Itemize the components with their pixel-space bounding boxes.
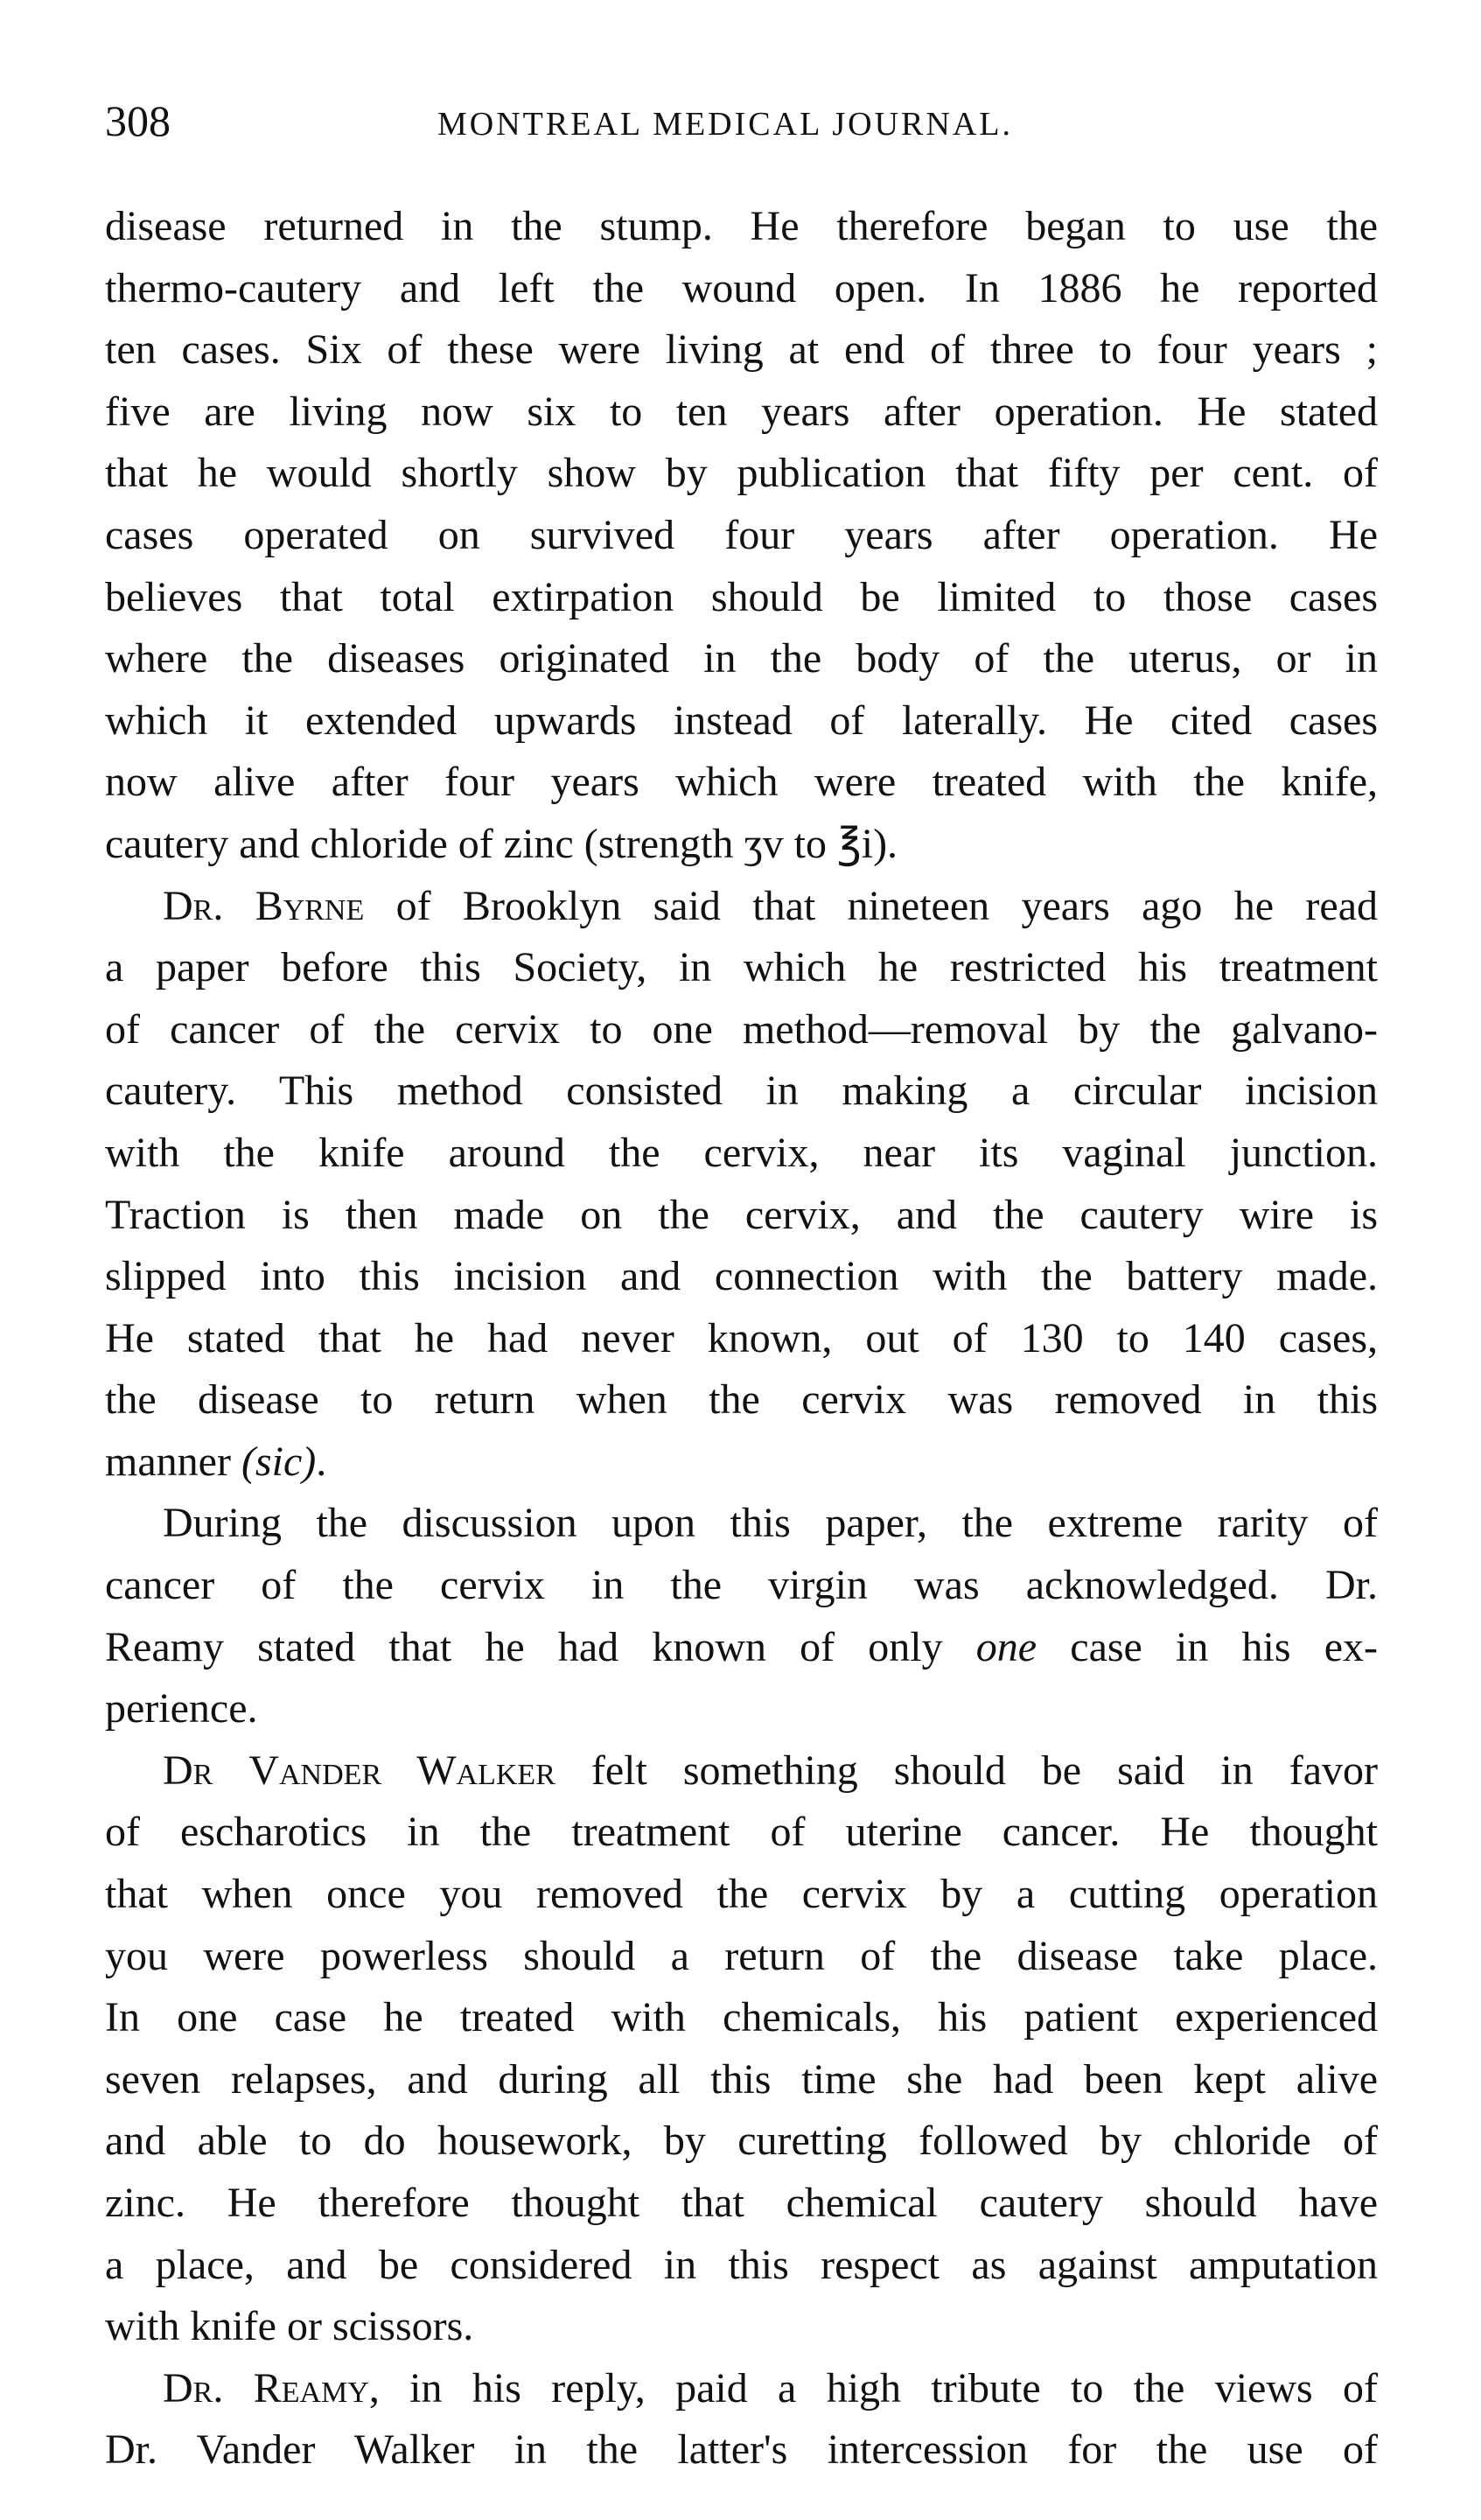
running-head [105,94,1382,147]
text-line: ten cases. Six of these were living at end of three to four years ; [105,326,1378,374]
text-line: of escharotics in the treatment of uterine cancer. He thought [105,1809,1378,1856]
text-line: that when once you removed the cervix by a cutting operation [105,1871,1378,1918]
text-line: where the diseases originated in the body of the uterus, or in [105,635,1378,682]
text-line: thermo-cautery and left the wound open. In 1886 he reported [105,264,1378,312]
text-line [105,1740,1378,1802]
text-segment: . [316,1438,327,1485]
text-line: and able to do housework, by curetting followed by chloride of [105,2118,1378,2165]
speaker-name: Vander Walker [248,1746,555,1794]
text-line: seven relapses, and during all this time she had been kept alive [105,2055,1378,2103]
paragraph-4 [105,1740,1378,2358]
text-line: disease returned in the stump. He therefore began to use the [105,203,1378,249]
text-line [105,1617,1378,1679]
text-line: perience. [105,1685,258,1732]
text-line [105,876,1378,938]
text-segment: manner [105,1438,241,1485]
speaker-name: Byrne [255,882,365,929]
speaker-title: Dr. [163,2364,224,2412]
text-segment: felt something should be said in favor [555,1746,1379,1794]
text-segment: case in his ex- [1037,1623,1378,1670]
text-line: cautery and chloride of zinc (strength ʒv to ℥i). [105,820,898,867]
text-line: believes that total extirpation should be limited to those cases [105,573,1378,620]
text-segment: , in his reply, paid a high tribute to the views of [368,2364,1379,2412]
text-line: that he would shortly show by publication that fifty per cent. of [105,450,1378,497]
italic-text: one [975,1623,1037,1670]
text-line: cases operated on survived four years after operation. He [105,511,1378,558]
speaker-title: Dr [163,1746,213,1794]
paragraph-5 [105,2358,1378,2482]
text-line: now alive after four years which were treated with the knife, [105,759,1378,806]
text-line: with knife or scissors. [105,2303,474,2350]
italic-text: (sic) [241,1438,317,1485]
speaker-name: Reamy [253,2364,369,2412]
text-line: you were powerless should a return of the disease take place. [105,1932,1378,1979]
paragraph-2 [105,876,1378,1494]
text-line [105,1432,1378,1494]
speaker-title: Dr. [163,882,224,929]
text-line: In one case he treated with chemicals, his patient experienced [105,1994,1378,2041]
text-line: of cancer of the cervix to one method—removal by the galvano- [105,1005,1378,1053]
text-segment: of Brooklyn said that nineteen years ago he read [364,882,1378,929]
journal-title: MONTREAL MEDICAL JOURNAL. [437,106,1013,143]
text-line: five are living now six to ten years after operation. He stated [105,388,1378,435]
text-line: slipped into this incision and connection with the battery made. [105,1253,1378,1300]
text-line: the disease to return when the cervix was removed in this [105,1376,1378,1424]
text-line: He stated that he had never known, out of 130 to 140 cases, [105,1314,1378,1362]
text-line: with the knife around the cervix, near its vaginal junction. [105,1129,1378,1176]
paragraph-1 [105,196,1378,876]
text-line: zinc. He therefore thought that chemical cautery should have [105,2180,1378,2226]
text-line: cautery. This method consisted in making a circular incision [105,1068,1378,1115]
page-number: 308 [105,96,171,145]
text-line: a place, and be considered in this respect as against amputation [105,2241,1378,2288]
body-text [105,196,1378,2482]
text-line: cancer of the cervix in the virgin was acknowledged. Dr. [105,1562,1378,1609]
text-line: Dr. Vander Walker in the latter's intercession for the use of [105,2426,1378,2474]
paragraph-3 [105,1493,1378,1740]
text-line: a paper before this Society, in which he restricted his treatment [105,944,1378,991]
text-line: During the discussion upon this paper, the extreme rarity of [163,1500,1378,1547]
text-segment: Reamy stated that he had known of only [105,1623,976,1670]
text-line [105,2358,1378,2420]
text-line: Traction is then made on the cervix, and the cautery wire is [105,1191,1378,1238]
text-line: which it extended upwards instead of laterally. He cited cases [105,696,1378,744]
